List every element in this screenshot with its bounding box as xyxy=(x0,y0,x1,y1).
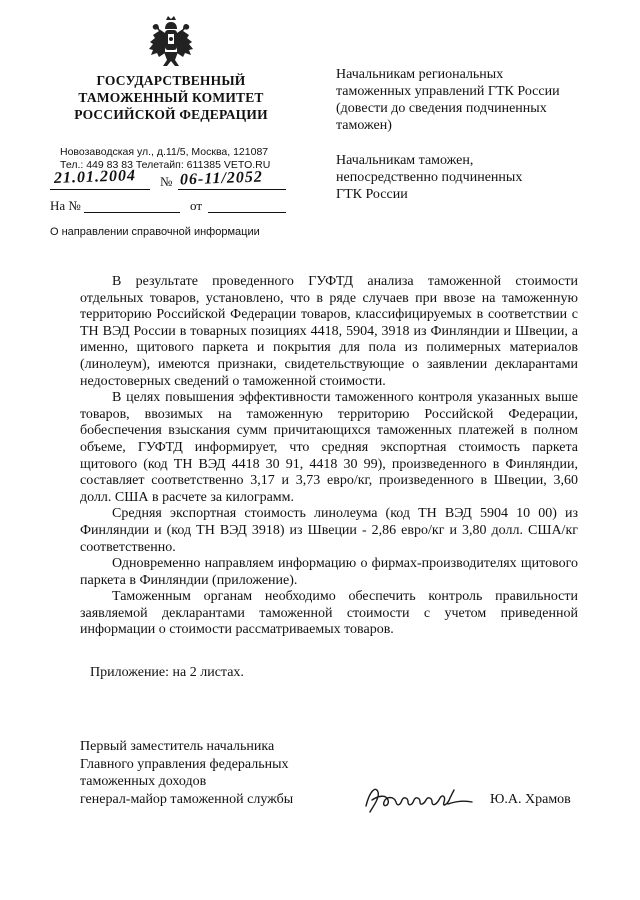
handwritten-signature xyxy=(362,782,480,818)
letter-body xyxy=(80,274,578,682)
addressee-line: (довести до сведения подчиненных xyxy=(336,101,547,116)
registration-block xyxy=(50,167,290,214)
signatory-title-line: Первый заместитель начальника xyxy=(80,739,275,754)
double-headed-eagle-emblem xyxy=(146,14,196,70)
outgoing-number-handwritten: 06-11/2052 xyxy=(179,168,264,189)
signatory-title-line: генерал-майор таможенной службы xyxy=(80,791,294,807)
reference-underline xyxy=(84,212,180,213)
body-paragraph: В результате проведенного ГУФТД анализа таможенной стоимости отдельных товаров, установлено, что в ряде случаев при ввозе на таможенную территорию Российской Федерации товаров, классифицируемых в соответствии с ТН ВЭД России в товарных позициях 4418, 5904, 3918 из Финляндии и Швеции, а именно, щитового паркета и покрытия для пола из полимерных материалов (линолеум), имеются признаки, свидетельствующие о заявлении декларантами недостоверных сведений о таможенной стоимости. xyxy=(80,274,578,389)
addressee-regional xyxy=(336,66,586,134)
body-paragraph: В целях повышения эффективности таможенного контроля указанных выше товаров, ввозимых на таможенную территорию Российской Федерации, бобеспечения взыскания сумм причитающихся таможенных платежей в полном объеме, ГУФТД информирует, что средняя экспортная стоимость паркета щитового (код ТН ВЭД 4418 30 91, 4418 30 99), произведенного в Финляндии, составляет соответственно 3,17 и 3,73 евро/кг, произведенного в Швеции, 3,60 долл. США в расчете за килограмм. xyxy=(80,390,578,505)
organization-name xyxy=(58,72,284,123)
addressee-customs xyxy=(336,152,586,203)
outgoing-date-handwritten: 21.01.2004 xyxy=(53,167,137,187)
signatory-title xyxy=(80,738,293,808)
addressee-line: Начальникам таможен, xyxy=(336,153,474,168)
body-paragraph: Одновременно направляем информацию о фирмах-производителях щитового паркета в Финляндии (приложение). xyxy=(80,556,578,588)
reference-label: На № xyxy=(50,198,81,213)
number-underline xyxy=(178,189,286,190)
org-line-1: ГОСУДАРСТВЕННЫЙ xyxy=(96,73,246,88)
addressee-line: непосредственно подчиненных xyxy=(336,170,523,185)
org-line-3: РОССИЙСКОЙ ФЕДЕРАЦИИ xyxy=(74,107,268,122)
signatory-title-line: таможенных доходов xyxy=(80,774,207,790)
org-line-2: ТАМОЖЕННЫЙ КОМИТЕТ xyxy=(78,90,264,105)
addressee-line: Начальникам региональных xyxy=(336,67,504,82)
appendix-note: Приложение: на 2 листах. xyxy=(90,665,244,681)
body-paragraph: Средняя экспортная стоимость линолеума (код ТН ВЭД 5904 10 00) из Финляндии и (код ТН ВЭД 3918) из Швеции - 2,86 евро/кг и 3,80 долл. США/кг соответственно. xyxy=(80,506,578,555)
spacer xyxy=(80,639,578,665)
addressee-line: таможенных управлений ГТК России xyxy=(336,84,560,99)
addressee-line: ГТК России xyxy=(336,187,408,202)
letter-subject: О направлении справочной информации xyxy=(50,226,260,238)
signatory-title-line: Главного управления федеральных xyxy=(80,756,289,772)
from-underline xyxy=(208,212,286,213)
number-label: № xyxy=(160,174,173,189)
phone-line: Тел.: 449 83 83 Телетайп: 611385 VETO.RU xyxy=(60,159,271,171)
date-underline xyxy=(50,189,150,190)
address-line: Новозаводская ул., д.11/5, Москва, 121087 xyxy=(60,146,269,158)
from-label: от xyxy=(190,198,203,213)
signatory-name: Ю.А. Храмов xyxy=(490,792,571,807)
body-paragraph: Таможенным органам необходимо обеспечить контроль правильности заявляемой декларантами таможенной стоимости с учетом приведенной информации о стоимости рассматриваемых товаров. xyxy=(80,589,578,638)
addressee-line: таможен) xyxy=(336,118,392,133)
